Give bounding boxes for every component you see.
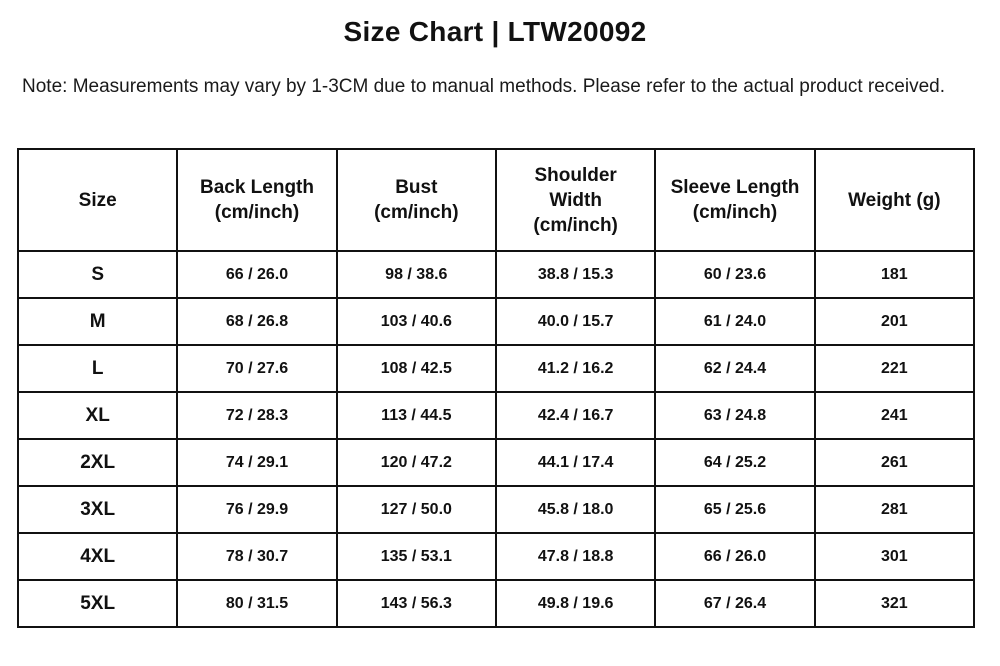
table-row [18, 580, 974, 627]
cell-back-length: 78 / 30.7 [177, 533, 336, 580]
size-chart-table [17, 148, 975, 628]
table-row [18, 533, 974, 580]
cell-sleeve-length: 66 / 26.0 [655, 533, 814, 580]
header-sleeve-length: Sleeve Length (cm/inch) [655, 149, 814, 251]
cell-size: L [18, 345, 177, 392]
cell-shoulder-width: 38.8 / 15.3 [496, 251, 655, 298]
cell-size: XL [18, 392, 177, 439]
cell-weight: 201 [815, 298, 974, 345]
cell-size: S [18, 251, 177, 298]
table-row [18, 392, 974, 439]
table-row [18, 251, 974, 298]
table-body [18, 251, 974, 627]
header-back-length: Back Length (cm/inch) [177, 149, 336, 251]
cell-bust: 120 / 47.2 [337, 439, 496, 486]
cell-back-length: 70 / 27.6 [177, 345, 336, 392]
cell-bust: 103 / 40.6 [337, 298, 496, 345]
table-row [18, 298, 974, 345]
cell-size: M [18, 298, 177, 345]
cell-weight: 281 [815, 486, 974, 533]
cell-weight: 301 [815, 533, 974, 580]
cell-sleeve-length: 63 / 24.8 [655, 392, 814, 439]
cell-shoulder-width: 45.8 / 18.0 [496, 486, 655, 533]
measurement-note: Note: Measurements may vary by 1-3CM due to manual methods. Please refer to the actual product received. [22, 76, 946, 97]
cell-bust: 135 / 53.1 [337, 533, 496, 580]
cell-sleeve-length: 60 / 23.6 [655, 251, 814, 298]
table-header-row [18, 149, 974, 251]
cell-sleeve-length: 61 / 24.0 [655, 298, 814, 345]
page-title: Size Chart | LTW20092 [343, 16, 647, 47]
header-weight: Weight (g) [815, 149, 974, 251]
cell-size: 3XL [18, 486, 177, 533]
cell-sleeve-length: 65 / 25.6 [655, 486, 814, 533]
cell-shoulder-width: 49.8 / 19.6 [496, 580, 655, 627]
cell-sleeve-length: 62 / 24.4 [655, 345, 814, 392]
cell-size: 2XL [18, 439, 177, 486]
cell-size: 5XL [18, 580, 177, 627]
header-shoulder-width: Shoulder Width (cm/inch) [496, 149, 655, 251]
table-row [18, 439, 974, 486]
cell-bust: 113 / 44.5 [337, 392, 496, 439]
table-row [18, 345, 974, 392]
cell-back-length: 68 / 26.8 [177, 298, 336, 345]
cell-shoulder-width: 47.8 / 18.8 [496, 533, 655, 580]
cell-sleeve-length: 67 / 26.4 [655, 580, 814, 627]
cell-size: 4XL [18, 533, 177, 580]
cell-bust: 127 / 50.0 [337, 486, 496, 533]
cell-shoulder-width: 40.0 / 15.7 [496, 298, 655, 345]
cell-weight: 221 [815, 345, 974, 392]
table-row [18, 486, 974, 533]
cell-back-length: 66 / 26.0 [177, 251, 336, 298]
cell-bust: 98 / 38.6 [337, 251, 496, 298]
cell-shoulder-width: 44.1 / 17.4 [496, 439, 655, 486]
cell-back-length: 72 / 28.3 [177, 392, 336, 439]
cell-shoulder-width: 42.4 / 16.7 [496, 392, 655, 439]
cell-weight: 181 [815, 251, 974, 298]
cell-bust: 108 / 42.5 [337, 345, 496, 392]
cell-weight: 261 [815, 439, 974, 486]
cell-back-length: 76 / 29.9 [177, 486, 336, 533]
cell-shoulder-width: 41.2 / 16.2 [496, 345, 655, 392]
cell-sleeve-length: 64 / 25.2 [655, 439, 814, 486]
cell-back-length: 74 / 29.1 [177, 439, 336, 486]
cell-bust: 143 / 56.3 [337, 580, 496, 627]
cell-weight: 321 [815, 580, 974, 627]
cell-back-length: 80 / 31.5 [177, 580, 336, 627]
header-size: Size [18, 149, 177, 251]
cell-weight: 241 [815, 392, 974, 439]
header-bust: Bust (cm/inch) [337, 149, 496, 251]
